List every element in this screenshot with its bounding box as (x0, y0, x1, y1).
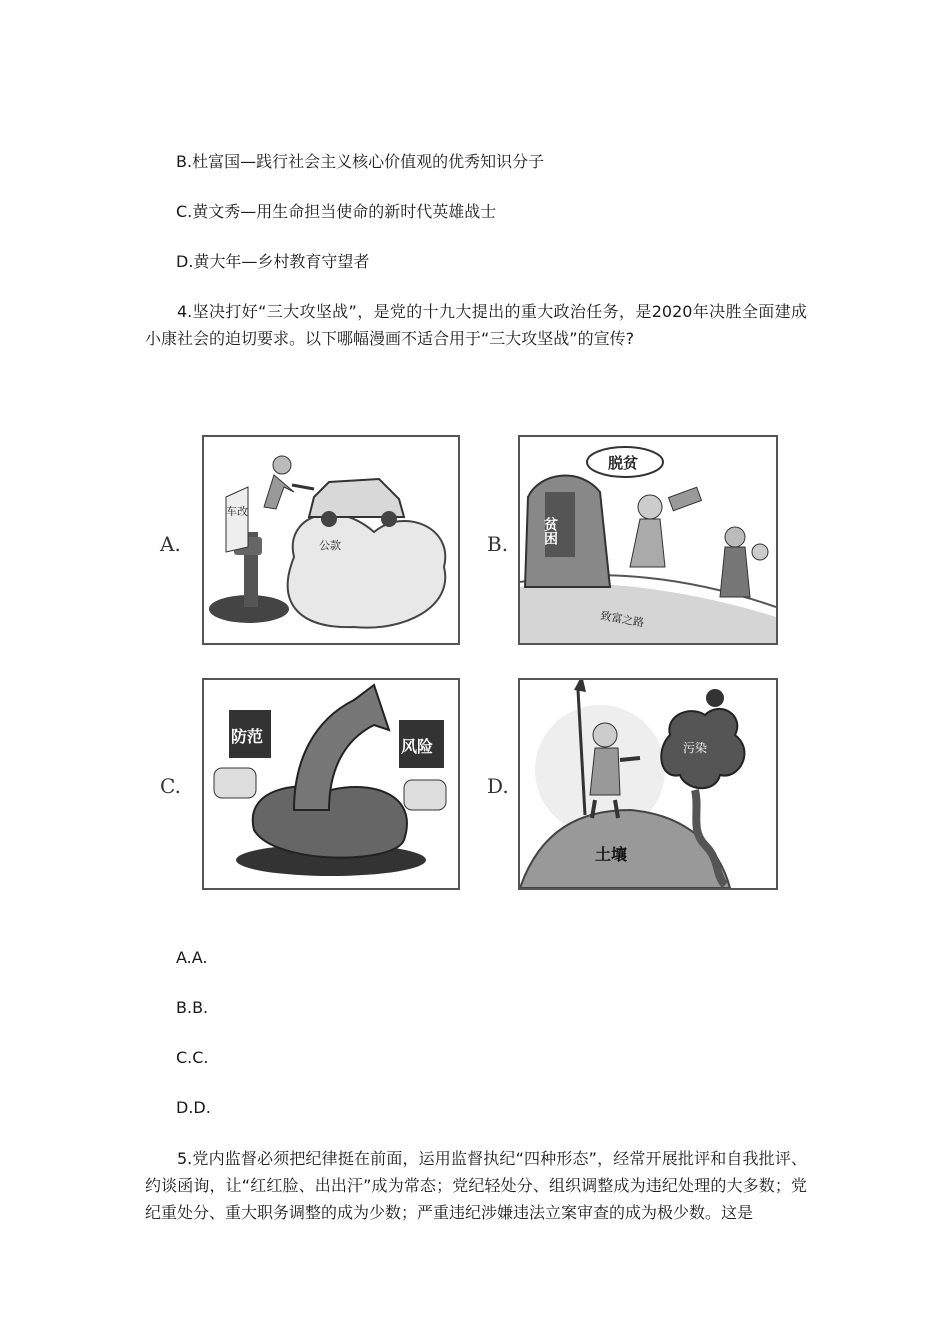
left-sign-text: 防范 (231, 727, 264, 746)
cartoon-d (518, 678, 778, 890)
sign-text: 车改 (226, 505, 248, 518)
answer-a: A.A. (176, 948, 208, 967)
rock-text: 贫困 (542, 517, 558, 545)
cloud-text: 污染 (683, 741, 708, 755)
answer-c: C.C. (176, 1048, 209, 1067)
answer-b: B.B. (176, 998, 209, 1017)
panel-label-d: D. (487, 774, 509, 798)
answer-d: D.D. (176, 1098, 211, 1117)
road-text: 致富之路 (599, 609, 646, 630)
question-5-text: 5.党内监督必须把纪律挺在前面，运用监督执纪“四种形态”，经常开展批评和自我批评、约谈函询，让“红红脸、出出汗”成为常态；党纪轻处分、组织调整成为违纪处理的大多数；党纪重处分、重大职务调整的成为少数；严重违纪涉嫌违法立案审查的成为极少数。这是 (145, 1149, 807, 1222)
panel-label-c: C. (160, 774, 181, 798)
option-c: C.黄文秀—用生命担当使命的新时代英雄战士 (176, 202, 497, 221)
option-d: D.黄大年—乡村教育守望者 (176, 252, 370, 271)
question-4-text: 4.坚决打好“三大攻坚战”，是党的十九大提出的重大政治任务，是2020年决胜全面建成小康社会的迫切要求。以下哪幅漫画不适合用于“三大攻坚战”的宣传? (145, 302, 807, 348)
right-sign-text: 风险 (401, 737, 434, 756)
mountain-text: 土壤 (595, 845, 628, 864)
bubble-text: 脱贫 (608, 454, 639, 472)
panel-label-b: B. (487, 532, 509, 556)
option-b: B.杜富国—践行社会主义核心价值观的优秀知识分子 (176, 152, 545, 171)
bag-text: 公款 (319, 539, 341, 552)
cartoon-c (202, 678, 460, 890)
cartoon-b (518, 435, 778, 645)
panel-label-a: A. (160, 532, 181, 556)
cartoon-a (202, 435, 460, 645)
